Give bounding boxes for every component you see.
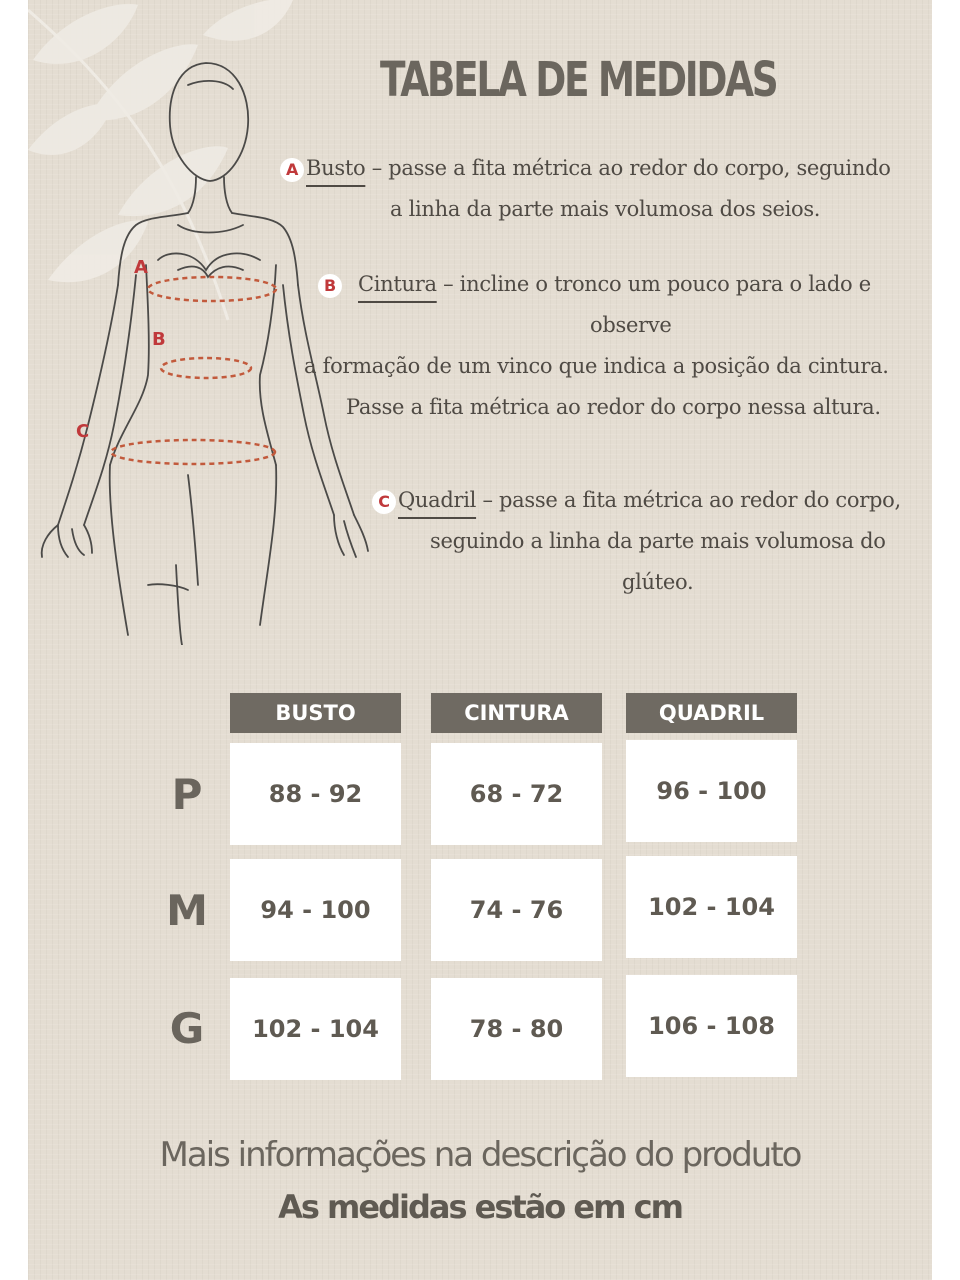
quadril-line-3: glúteo. [622,570,694,594]
size-chart-page [28,0,932,1280]
header-quadril: QUADRIL [626,693,797,733]
table-cell: 106 - 108 [626,975,797,1077]
cintura-line-2: observe [590,313,672,337]
size-label-g: G [169,1004,205,1053]
marker-a-badge: A [280,158,304,182]
marker-c-badge: C [372,490,396,514]
busto-line-2: a linha da parte mais volumosa dos seios. [390,197,821,221]
table-cell: 78 - 80 [431,978,602,1080]
cintura-line-4: Passe a fita métrica ao redor do corpo nessa altura. [346,395,881,419]
table-cell: 102 - 104 [230,978,401,1080]
table-cell: 102 - 104 [626,856,797,958]
quadril-line-2: seguindo a linha da parte mais volumosa do [430,529,886,553]
busto-term: Busto [306,156,366,180]
table-cell: 68 - 72 [431,743,602,845]
busto-line-1: – passe a fita métrica ao redor do corpo, seguindo [365,156,891,180]
table-cell: 96 - 100 [626,740,797,842]
quadril-line-1: – passe a fita métrica ao redor do corpo, [476,488,901,512]
cintura-description [304,264,932,428]
marker-a-label: A [134,257,148,278]
cintura-line-1: – incline o tronco um pouco para o lado e [436,272,871,296]
cintura-term: Cintura [358,272,437,296]
header-cintura: CINTURA [431,693,602,733]
table-cell: 94 - 100 [230,859,401,961]
quadril-term: Quadril [398,488,477,512]
marker-b-label: B [152,329,166,350]
busto-description [280,148,891,230]
header-busto: BUSTO [230,693,401,733]
table-cell: 74 - 76 [431,859,602,961]
cintura-line-3: a formação de um vinco que indica a posição da cintura. [304,354,889,378]
footer-info-text: Mais informações na descrição do produto [159,1135,801,1175]
table-cell: 88 - 92 [230,743,401,845]
size-label-p: P [171,770,203,819]
quadril-description [372,480,901,603]
size-label-m: M [166,886,208,935]
page-title: TABELA DE MEDIDAS [380,52,777,108]
footer-units-text: As medidas estão em cm [278,1188,682,1226]
marker-c-label: C [76,421,90,442]
marker-b-badge: B [318,274,342,298]
